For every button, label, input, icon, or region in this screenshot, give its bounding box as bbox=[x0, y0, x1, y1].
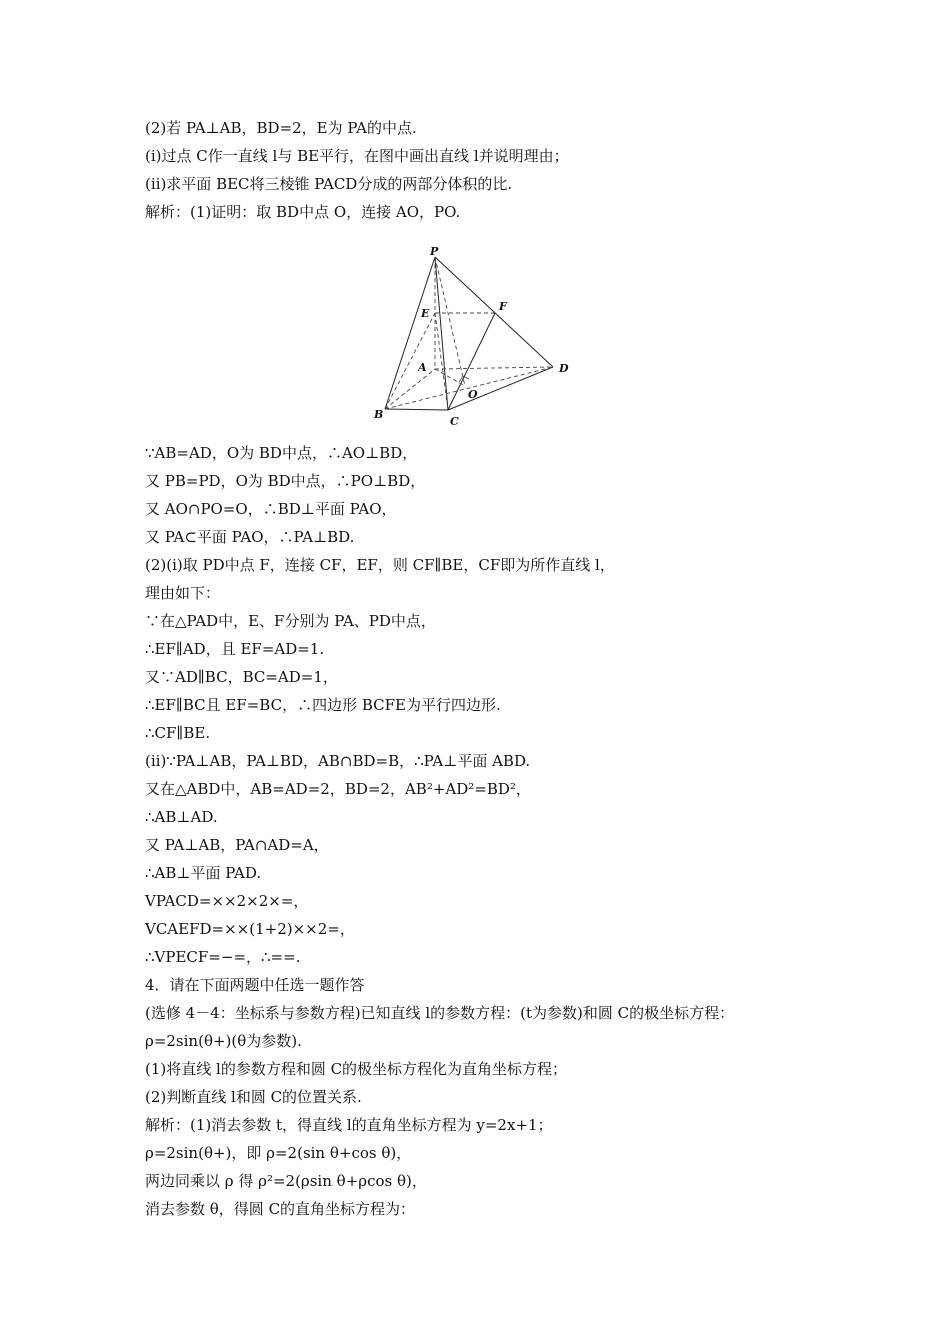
edge-BC bbox=[385, 409, 448, 410]
label-D: D bbox=[559, 362, 569, 375]
text-line: (1)将直线 l的参数方程和圆 C的极坐标方程化为直角坐标方程； bbox=[145, 1060, 568, 1078]
text-line: 又 PA⊥AB，PA∩AD=A， bbox=[145, 836, 329, 854]
edge-PO bbox=[435, 257, 465, 386]
edge-PC bbox=[435, 257, 448, 410]
text-line: 又在△ABD中，AB=AD=2，BD=2，AB²+AD²=BD²， bbox=[145, 780, 531, 798]
edge-AD bbox=[435, 367, 553, 369]
text-line: ∴EF∥BC且 EF=BC，∴四边形 BCFE为平行四边形. bbox=[145, 696, 501, 714]
text-line: 又 PB=PD，O为 BD中点，∴PO⊥BD， bbox=[145, 472, 426, 490]
label-E: E bbox=[421, 307, 430, 320]
text-line: 消去参数 θ，得圆 C的直角坐标方程为： bbox=[145, 1200, 416, 1218]
label-O: O bbox=[468, 388, 478, 401]
text-line: ∴AB⊥AD. bbox=[145, 808, 218, 826]
text-line: ∴AB⊥平面 PAD. bbox=[145, 864, 262, 882]
label-B: B bbox=[374, 408, 384, 421]
edge-EC bbox=[435, 313, 448, 410]
edge-CD bbox=[448, 367, 553, 410]
label-F: F bbox=[499, 300, 507, 313]
text-line: (选修 4－4：坐标系与参数方程)已知直线 l的参数方程：(t为参数)和圆 C的极坐标方程： bbox=[145, 1004, 735, 1022]
text-line: (2)若 PA⊥AB，BD=2，E为 PA的中点. bbox=[145, 119, 417, 137]
text-line: 又 AO∩PO=O，∴BD⊥平面 PAO， bbox=[145, 500, 397, 518]
text-line: 又∵AD∥BC，BC=AD=1， bbox=[145, 668, 338, 686]
label-C: C bbox=[450, 415, 459, 428]
text-line: (ⅱ)求平面 BEC将三棱锥 PACD分成的两部分体积的比. bbox=[145, 175, 513, 193]
text-line: 4．请在下面两题中任选一题作答 bbox=[145, 976, 365, 994]
text-line: (ⅱ)∵PA⊥AB，PA⊥BD，AB∩BD=B，∴PA⊥平面 ABD. bbox=[145, 752, 531, 770]
pyramid-diagram bbox=[370, 242, 580, 430]
edge-PB bbox=[385, 257, 435, 409]
text-line: 理由如下： bbox=[145, 584, 221, 602]
text-line: ∵在△PAD中，E、F分别为 PA、PD中点， bbox=[145, 612, 436, 630]
edge-PD bbox=[435, 257, 553, 367]
text-line: (ⅰ)过点 C作一直线 l与 BE平行，在图中画出直线 l并说明理由； bbox=[145, 147, 569, 165]
text-line: 又 PA⊂平面 PAO，∴PA⊥BD. bbox=[145, 528, 355, 546]
text-line: 解析：(1)证明：取 BD中点 O，连接 AO，PO. bbox=[145, 203, 461, 221]
text-line: VPACD=××2×2×=， bbox=[145, 892, 309, 910]
label-P: P bbox=[430, 245, 439, 258]
edge-BA bbox=[385, 369, 435, 409]
text-line: ρ=2sin(θ+)，即 ρ=2(sin θ+cos θ)， bbox=[145, 1144, 412, 1162]
text-line: (2)(ⅰ)取 PD中点 F，连接 CF，EF，则 CF∥BE，CF即为所作直线 l， bbox=[145, 556, 615, 574]
text-line: ∴EF∥AD，且 EF=AD=1. bbox=[145, 640, 325, 658]
text-line: ρ=2sin(θ+)(θ为参数). bbox=[145, 1032, 302, 1050]
text-line: 两边同乘以 ρ 得 ρ²=2(ρsin θ+ρcos θ)， bbox=[145, 1172, 427, 1190]
edge-AO bbox=[435, 369, 465, 386]
text-line: 解析：(1)消去参数 t，得直线 l的直角坐标方程为 y=2x+1； bbox=[145, 1116, 553, 1134]
text-line: ∵AB=AD，O为 BD中点，∴AO⊥BD， bbox=[145, 444, 418, 462]
edge-BE bbox=[385, 313, 435, 409]
text-line: (2)判断直线 l和圆 C的位置关系. bbox=[145, 1088, 362, 1106]
text-line: ∴CF∥BE. bbox=[145, 724, 211, 742]
text-line: VCAEFD=××(1+2)××2=， bbox=[145, 920, 355, 938]
pyramid-figure bbox=[370, 242, 580, 430]
text-line: ∴VPECF=−=，∴==. bbox=[145, 948, 301, 966]
label-A: A bbox=[418, 361, 427, 374]
